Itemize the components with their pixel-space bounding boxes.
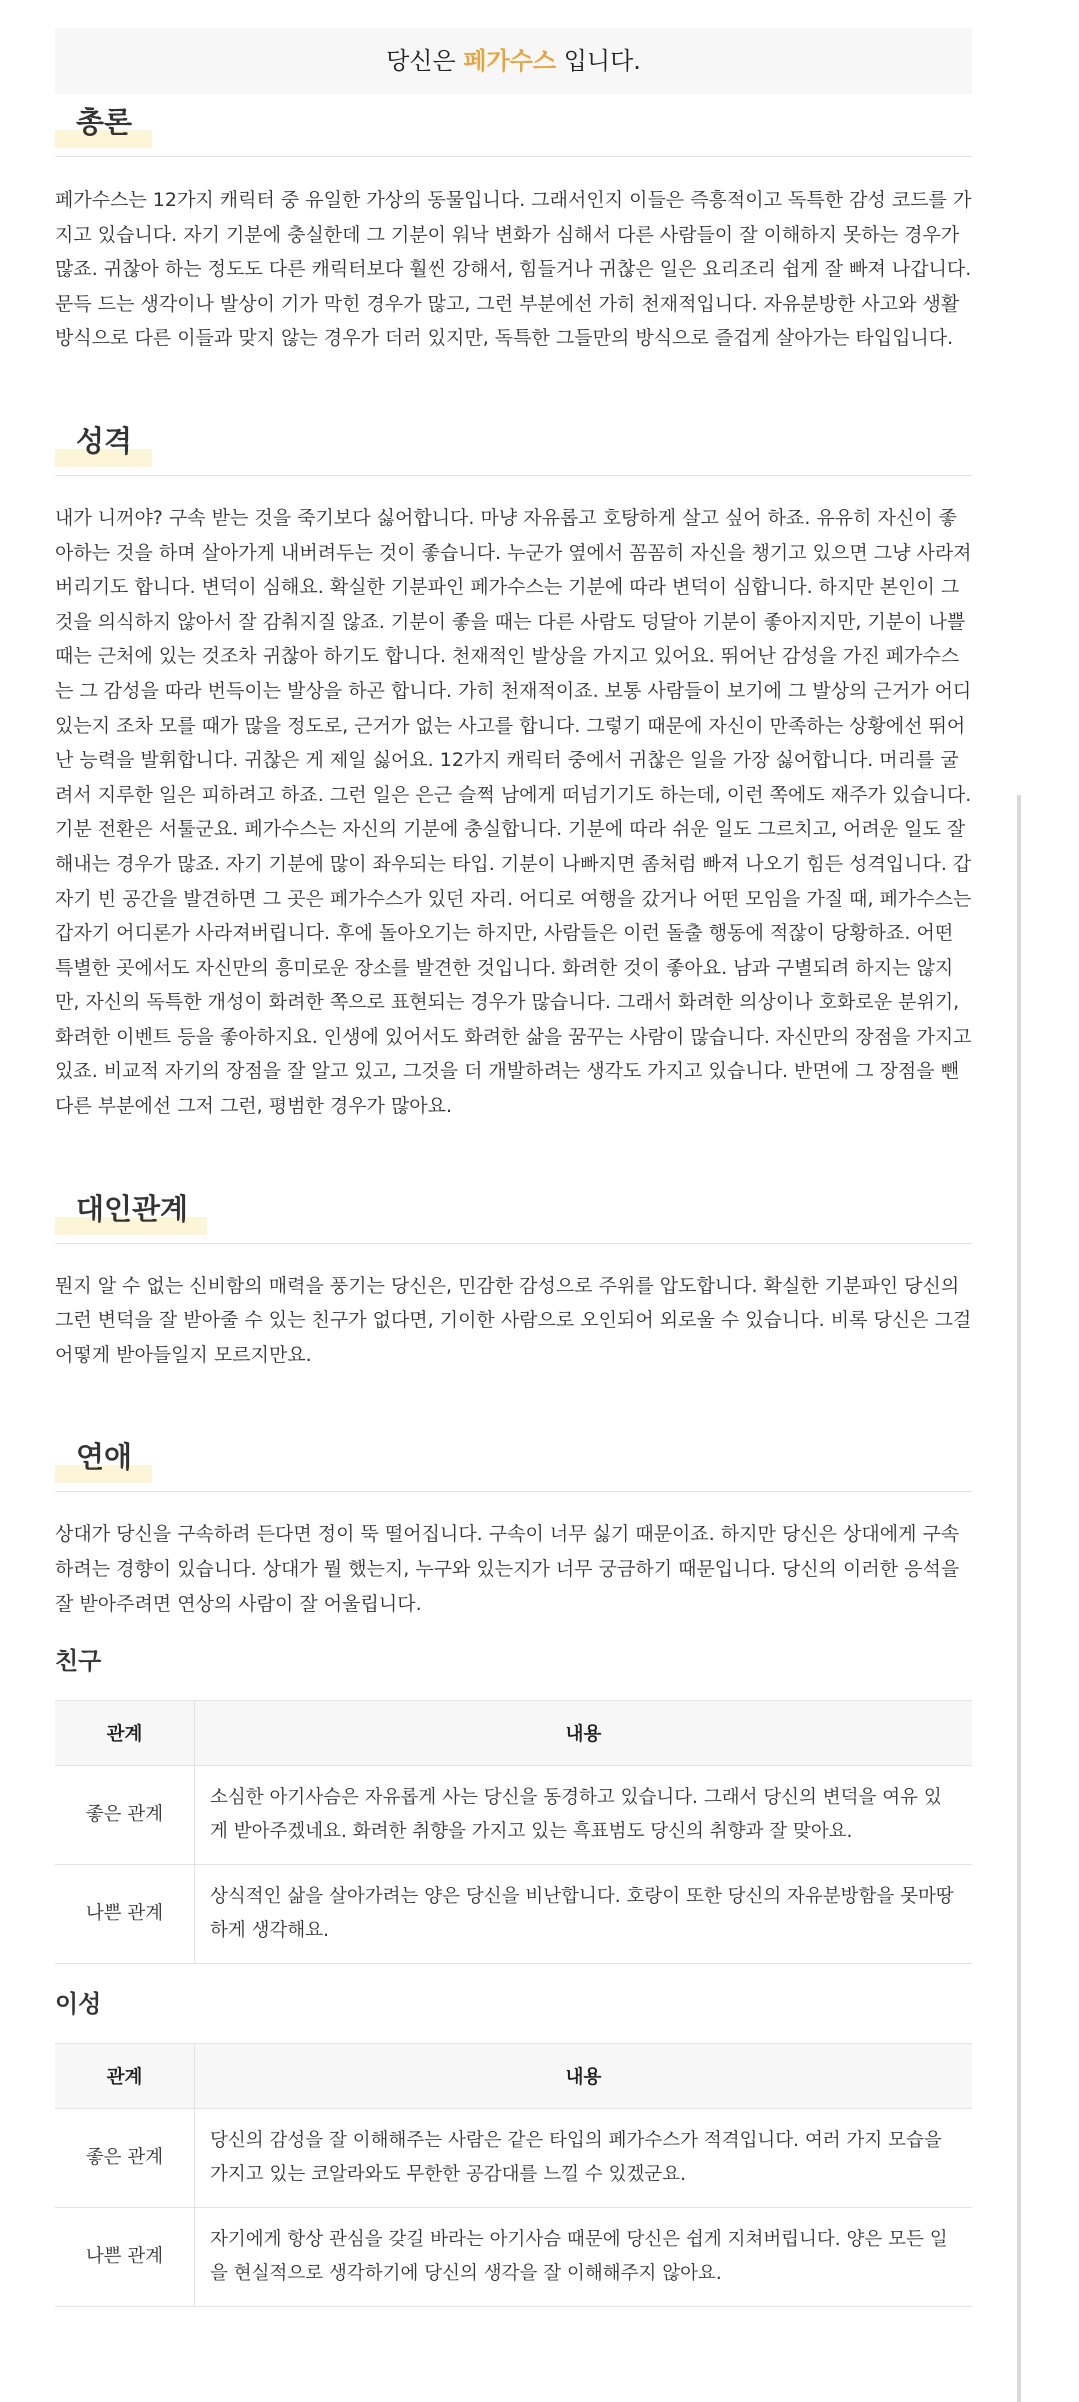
result-banner bbox=[55, 28, 972, 94]
opposite-sex-table bbox=[55, 2043, 972, 2307]
table-row bbox=[55, 1865, 972, 1964]
relation-content: 상식적인 삶을 살아가려는 양은 당신을 비난합니다. 호랑이 또한 당신의 자유분방함을 못마땅하게 생각해요. bbox=[195, 1865, 973, 1964]
table-row bbox=[55, 2208, 972, 2307]
column-header-content: 내용 bbox=[195, 1701, 973, 1766]
opposite-sex-title: 이성 bbox=[55, 1990, 102, 2019]
relation-content: 당신의 감성을 잘 이해해주는 사람은 같은 타입의 페가수스가 적격입니다. 여러 가지 모습을 가지고 있는 코알라와도 무한한 공감대를 느낄 수 있겠군요. bbox=[195, 2109, 973, 2208]
relation-type: 나쁜 관계 bbox=[55, 1865, 195, 1964]
overview-text: 페가수스는 12가지 캐릭터 중 유일한 가상의 동물입니다. 그래서인지 이들은 즉흥적이고 독특한 감성 코드를 가지고 있습니다. 자기 기분에 충실한데 그 기분이 워낙 변화가 심해서 다른 사람들이 잘 이해하지 못하는 경우가 많죠. 귀찮아 하는 정도도 다른 캐릭터보다 훨씬 강해서, 힘들거나 귀찮은 일은 요리조리 쉽게 잘 빠져 나갑니다. 문득 드는 생각이나 발상이 기가 막힌 경우가 많고, 그런 부분에선 가히 천재적입니다. 자유분방한 사고와 생활방식으로 다른 이들과 맞지 않는 경우가 더러 있지만, 독특한 그들만의 방식으로 즐겁게 살아가는 타입입니다. bbox=[55, 189, 972, 350]
personality-title: 성격 bbox=[76, 423, 133, 458]
friends-title: 친구 bbox=[55, 1647, 102, 1676]
overview-title: 총론 bbox=[76, 105, 133, 139]
result-content bbox=[55, 28, 972, 2307]
personality-text: 내가 니꺼야? 구속 받는 것을 죽기보다 싫어합니다. 마냥 자유롭고 호탕하게 살고 싶어 하죠. 유유히 자신이 좋아하는 것을 하며 살아가게 내버려두는 것이 좋습니다. 누군가 옆에서 꼼꼼히 자신을 챙기고 있으면 그냥 사라져버리기도 합니다. 변덕이 심해요. 확실한 기분파인 페가수스는 기분에 따라 변덕이 심합니다. 하지만 본인이 그것을 의식하지 않아서 잘 감춰지질 않죠. 기분이 좋을 때는 다른 사람도 덩달아 기분이 좋아지지만, 기분이 나쁠 때는 근처에 있는 것조차 귀찮아 하기도 합니다. 천재적인 발상을 가지고 있어요. 뛰어난 감성을 가진 페가수스는 그 감성을 따라 번득이는 발상을 하곤 합니다. 가히 천재적이죠. 보통 사람들이 보기에 그 발상의 근거가 어디 있는지 조차 모를 때가 많을 정도로, 근거가 없는 사고를 합니다. 그렇기 때문에 자신이 만족하는 상황에선 뛰어난 능력을 발휘합니다. 귀찮은 게 제일 싫어요. 12가지 캐릭터 중에서 귀찮은 일을 가장 싫어합니다. 머리를 굴려서 지루한 일은 피하려고 하죠. 그런 일은 은근 슬쩍 남에게 떠넘기기도 하는데, 이런 쪽에도 재주가 있습니다. 기분 전환은 서툴군요. 페가수스는 자신의 기분에 충실합니다. 기분에 따라 쉬운 일도 그르치고, 어려운 일도 잘 해내는 경우가 많죠. 자기 기분에 많이 좌우되는 타입. 기분이 나빠지면 좀처럼 빠져 나오기 힘든 성격입니다. 갑자기 빈 공간을 발견하면 그 곳은 페가수스가 있던 자리. 어디로 여행을 갔거나 어떤 모임을 가질 때, 페가수스는 갑자기 어디론가 사라져버립니다. 후에 돌아오기는 하지만, 사람들은 이런 돌출 행동에 적잖이 당황하죠. 어떤 특별한 곳에서도 자신만의 흥미로운 장소를 발견한 것입니다. 화려한 것이 좋아요. 남과 구별되려 하지는 않지만, 자신의 독특한 개성이 화려한 쪽으로 표현되는 경우가 많습니다. 그래서 화려한 의상이나 호화로운 분위기, 화려한 이벤트 등을 좋아하지요. 인생에 있어서도 화려한 삶을 꿈꾸는 사람이 많습니다. 자신만의 장점을 가지고 있죠. 비교적 자기의 장점을 잘 알고 있고, 그것을 더 개발하려는 생각도 가지고 있습니다. 반면에 그 장점을 뺀 다른 부분에선 그저 그런, 평범한 경우가 많아요. bbox=[55, 506, 972, 1118]
romance-title: 연애 bbox=[76, 1440, 133, 1475]
overview-heading bbox=[55, 94, 972, 157]
relation-content: 자기에게 항상 관심을 갖길 바라는 아기사슴 때문에 당신은 쉽게 지쳐버립니다. 양은 모든 일을 현실적으로 생각하기에 당신의 생각을 잘 이해해주지 않아요. bbox=[195, 2208, 973, 2307]
banner-suffix: 입니다. bbox=[563, 47, 641, 75]
table-row bbox=[55, 2109, 972, 2208]
relation-type: 좋은 관계 bbox=[55, 2109, 195, 2208]
banner-prefix: 당신은 bbox=[386, 47, 456, 75]
relation-type: 나쁜 관계 bbox=[55, 2208, 195, 2307]
romance-text: 상대가 당신을 구속하려 든다면 정이 뚝 떨어집니다. 구속이 너무 싫기 때문이죠. 하지만 당신은 상대에게 구속하려는 경향이 있습니다. 상대가 뭘 했는지, 누구와 있는지가 너무 궁금하기 때문입니다. 당신의 이러한 응석을 잘 받아주려면 연상의 사람이 잘 어울립니다. bbox=[55, 1523, 960, 1615]
friends-table bbox=[55, 1700, 972, 1964]
scrollbar[interactable] bbox=[1017, 795, 1021, 2402]
relation-type: 좋은 관계 bbox=[55, 1766, 195, 1865]
table-header-row bbox=[55, 2044, 972, 2109]
table-header-row bbox=[55, 1701, 972, 1766]
column-header-type: 관계 bbox=[55, 2044, 195, 2109]
relationships-text: 뭔지 알 수 없는 신비함의 매력을 풍기는 당신은, 민감한 감성으로 주위를 압도합니다. 확실한 기분파인 당신의 그런 변덕을 잘 받아줄 수 있는 친구가 없다면, 기이한 사람으로 오인되어 외로울 수 있습니다. 비록 당신은 그걸 어떻게 받아들일지 모르지만요. bbox=[55, 1274, 972, 1366]
column-header-type: 관계 bbox=[55, 1701, 195, 1766]
type-name: 페가수스 bbox=[463, 47, 557, 75]
relationships-title: 대인관계 bbox=[76, 1191, 189, 1226]
table-row bbox=[55, 1766, 972, 1865]
personality-heading bbox=[55, 413, 972, 476]
romance-heading bbox=[55, 1429, 972, 1492]
relationships-heading bbox=[55, 1181, 972, 1244]
relation-content: 소심한 아기사슴은 자유롭게 사는 당신을 동경하고 있습니다. 그래서 당신의 변덕을 여유 있게 받아주겠네요. 화려한 취향을 가지고 있는 흑표범도 당신의 취향과 잘 맞아요. bbox=[195, 1766, 973, 1865]
column-header-content: 내용 bbox=[195, 2044, 973, 2109]
